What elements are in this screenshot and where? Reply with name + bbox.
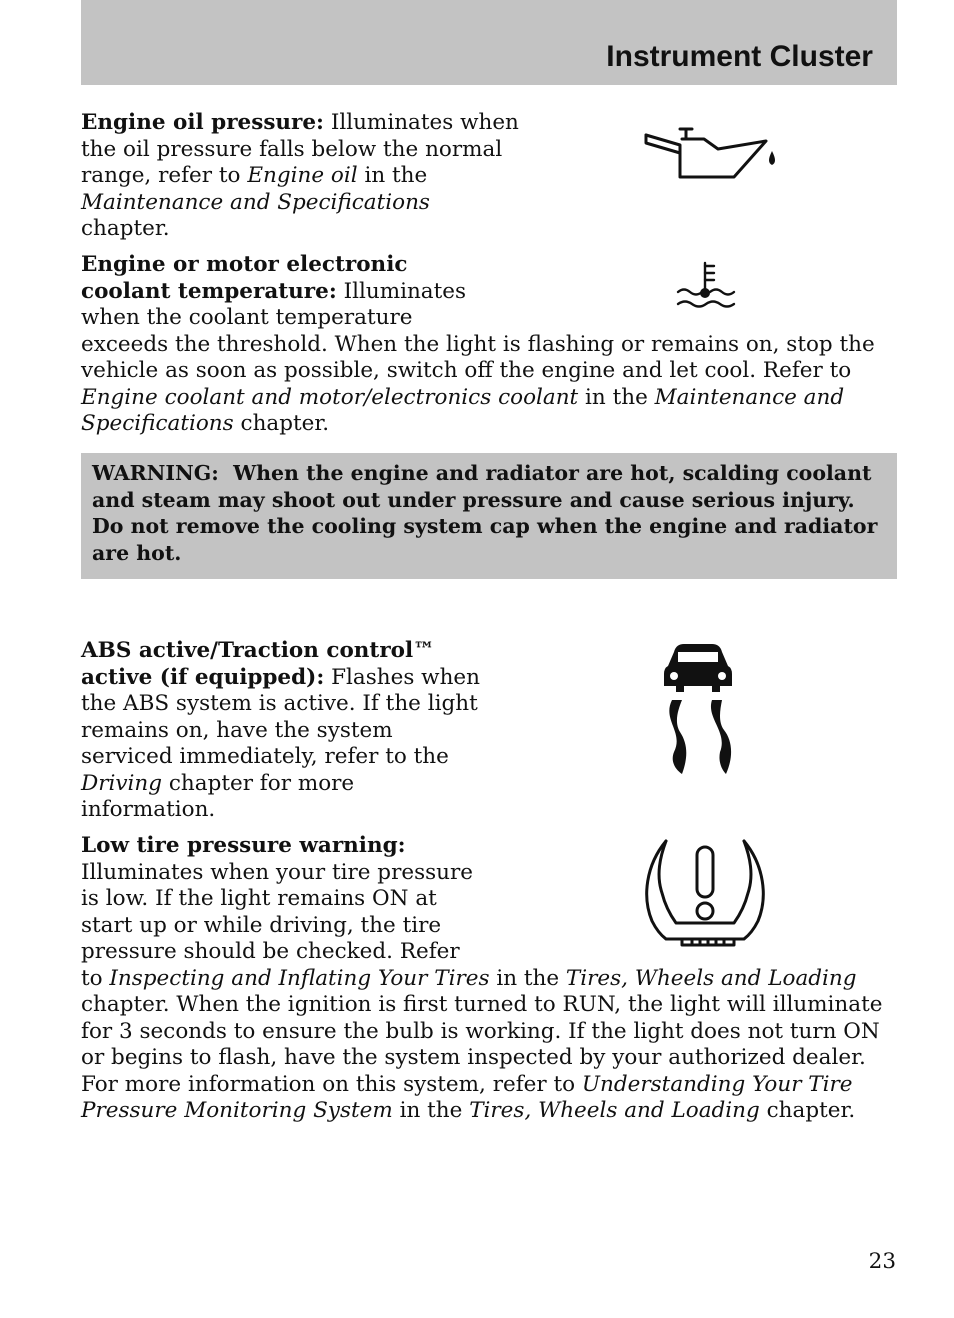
page-title: Instrument Cluster (606, 40, 873, 73)
abs-traction-paragraph (81, 638, 481, 824)
tire-text-4: in the (392, 1098, 470, 1123)
tire-ref-inspecting: Inspecting and Inflating Your Tires (109, 965, 490, 991)
warning-label: WARNING: (92, 461, 219, 485)
tire-ref-understanding: Understanding Your Tire Pressure Monitoring System (81, 1071, 853, 1123)
traction-control-icon (658, 640, 738, 780)
tire-text-5: chapter. (759, 1098, 856, 1123)
tire-ref-chapter-1: Tires, Wheels and Loading (565, 965, 857, 991)
abs-ref-driving: Driving (81, 770, 163, 796)
low-tire-pressure-paragraph (81, 833, 896, 1125)
coolant-temperature-icon (674, 260, 738, 314)
oil-ref-engine-oil: Engine oil (247, 163, 358, 188)
coolant-ref-chapter: Maintenance and Specifications (81, 384, 845, 436)
abs-term: ABS active/Traction control™ active (if equipped): (81, 638, 435, 690)
warning-text (92, 460, 885, 566)
coolant-temperature-paragraph (81, 252, 896, 438)
coolant-text-1: Illuminates when the coolant temperature exceeds the threshold. When the light is flashing or remains on, stop the vehicle as soon as possible, switch off the engine and let cool. Refer to (81, 278, 875, 383)
page-number: 23 (868, 1249, 896, 1274)
tire-pressure-icon (640, 835, 770, 950)
oil-pressure-paragraph (81, 110, 521, 243)
oil-text-2: in the (357, 163, 428, 188)
oil-text-3: chapter. (81, 216, 170, 241)
tire-text-2: in the (489, 965, 566, 991)
coolant-text-2: in the (578, 384, 655, 410)
coolant-ref-section: Engine coolant and motor/electronics coolant (81, 384, 579, 410)
tire-ref-chapter-2: Tires, Wheels and Loading (469, 1098, 760, 1123)
oil-ref-chapter: Maintenance and Specifications (81, 189, 430, 215)
tire-text-1: Illuminates when your tire pressure is low. If the light remains ON at start up or while driving, the tire pressure should be checked. Refer to (81, 859, 473, 991)
warning-body: When the engine and radiator are hot, scalding coolant and steam may shoot out under pressure and cause serious injury. Do not remove the cooling system cap when the engine and radiator are hot. (92, 461, 885, 565)
oil-pressure-term: Engine oil pressure: (81, 110, 324, 135)
oil-can-icon (640, 125, 780, 185)
tire-term: Low tire pressure warning: (81, 833, 406, 858)
coolant-text-3: chapter. (233, 411, 330, 436)
oil-text-1: Illuminates when the oil pressure falls below the normal range, refer to (81, 110, 519, 188)
abs-text-1: Flashes when the ABS system is active. If the light remains on, have the system serviced immediately, refer to the (81, 664, 481, 769)
abs-text-2: chapter for more information. (81, 770, 355, 822)
coolant-term: Engine or motor electronic coolant temperature: (81, 252, 408, 304)
tire-text-3: chapter. When the ignition is first turned to RUN, the light will illuminate for 3 seconds to ensure the bulb is working. If the light does not turn ON or begins to flash, have the system inspected by your authorized dealer. For more information on this system, refer to (81, 992, 883, 1097)
warning-box (81, 453, 897, 579)
page-header (81, 0, 897, 85)
